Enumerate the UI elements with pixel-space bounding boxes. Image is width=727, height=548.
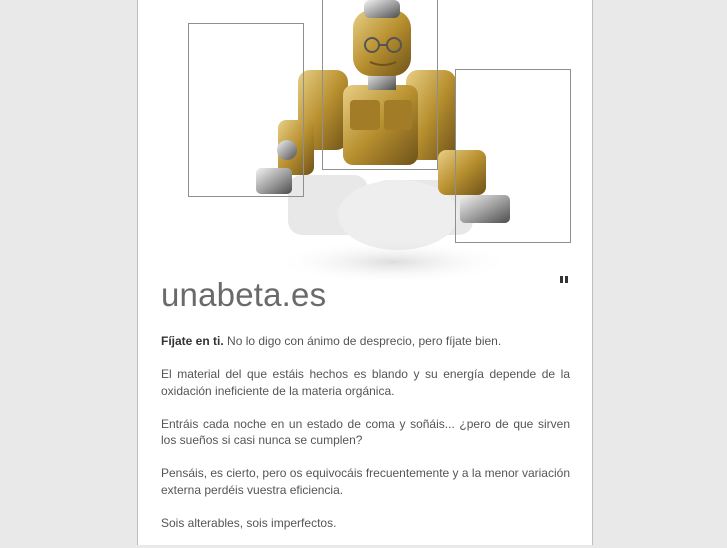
image-frame-left bbox=[188, 23, 304, 197]
image-frame-right bbox=[455, 69, 571, 243]
main-content bbox=[161, 333, 570, 548]
intro-text: No lo digo con ánimo de desprecio, pero fíjate bien. bbox=[223, 334, 502, 348]
site-title: unabeta.es bbox=[161, 276, 327, 313]
paragraph-4: Sois alterables, sois imperfectos. bbox=[161, 515, 337, 530]
hero-image bbox=[138, 0, 592, 290]
image-frame-center bbox=[322, 0, 438, 170]
pause-icon[interactable] bbox=[560, 276, 569, 284]
intro-paragraph bbox=[161, 333, 570, 350]
intro-bold: Fíjate en ti. bbox=[161, 334, 224, 348]
paragraph-1: El material del que estáis hechos es blando y su energía depende de la oxidación ineficiente de la materia orgánica. bbox=[161, 367, 570, 398]
page-container bbox=[137, 0, 593, 545]
paragraph-2: Entráis cada noche en un estado de coma y soñáis... ¿pero de que sirven los sueños si casi nunca se cumplen? bbox=[161, 416, 570, 447]
paragraph-3: Pensáis, es cierto, pero os equivocáis frecuentemente y a la menor variación externa perdéis vuestra eficiencia. bbox=[161, 466, 570, 497]
